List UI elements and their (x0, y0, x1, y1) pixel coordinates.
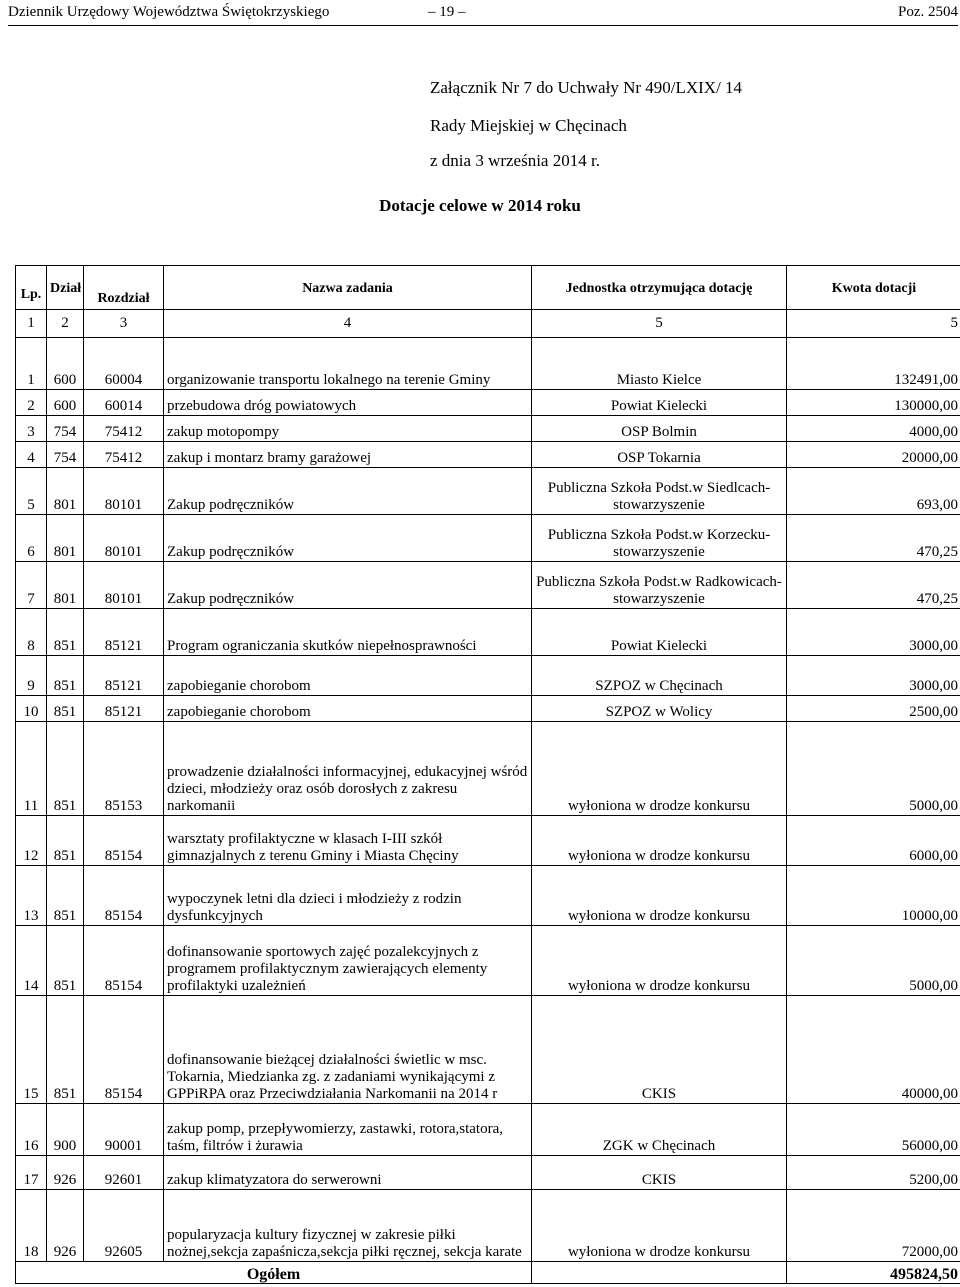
table-row (16, 442, 960, 468)
row-dzial-cell: 801 (47, 468, 84, 515)
row-jednostka-cell: OSP Bolmin (532, 416, 787, 442)
row-nazwa-cell: Program ograniczania skutków niepełnosprawności (164, 609, 532, 656)
row-nazwa-cell: zakup i montarz bramy garażowej (164, 442, 532, 468)
row-dzial-cell: 926 (47, 1190, 84, 1262)
row-rozdzial-cell: 60004 (84, 338, 164, 390)
journal-header (8, 2, 958, 26)
row-rozdzial-cell: 85121 (84, 696, 164, 722)
table-row (16, 696, 960, 722)
table-row (16, 338, 960, 390)
number-cell: 1 (16, 310, 47, 338)
row-kwota-cell: 4000,00 (787, 416, 960, 442)
row-rozdzial-cell: 80101 (84, 468, 164, 515)
row-dzial-cell: 754 (47, 442, 84, 468)
table-row (16, 468, 960, 515)
header-rozdzial: Rozdział (84, 266, 164, 310)
row-kwota-cell: 10000,00 (787, 866, 960, 926)
row-dzial-cell: 851 (47, 866, 84, 926)
row-dzial-cell: 900 (47, 1104, 84, 1156)
row-lp-cell: 1 (16, 338, 47, 390)
annex-line-2: Rady Miejskiej w Chęcinach (430, 116, 627, 135)
row-jednostka-cell: wyłoniona w drodze konkursu (532, 816, 787, 866)
row-rozdzial-cell: 92605 (84, 1190, 164, 1262)
header-nazwa: Nazwa zadania (164, 266, 532, 310)
row-rozdzial-cell: 85121 (84, 609, 164, 656)
row-lp-cell: 10 (16, 696, 47, 722)
row-lp-cell: 2 (16, 390, 47, 416)
row-jednostka-cell: Miasto Kielce (532, 338, 787, 390)
row-nazwa-cell: Zakup podręczników (164, 468, 532, 515)
row-lp-cell: 11 (16, 722, 47, 816)
table-row (16, 656, 960, 696)
header-rule (8, 25, 958, 26)
row-nazwa-cell: zakup motopompy (164, 416, 532, 442)
row-nazwa-cell: prowadzenie działalności informacyjnej, edukacyjnej wśród dzieci, młodzieży oraz osób dorosłych z zakresu narkomanii (164, 722, 532, 816)
row-lp-cell: 12 (16, 816, 47, 866)
row-lp-cell: 4 (16, 442, 47, 468)
document-title: Dotacje celowe w 2014 roku (379, 196, 581, 215)
row-kwota-cell: 20000,00 (787, 442, 960, 468)
row-dzial-cell: 801 (47, 562, 84, 609)
row-nazwa-cell: Zakup podręczników (164, 515, 532, 562)
row-jednostka-cell: wyłoniona w drodze konkursu (532, 926, 787, 996)
row-rozdzial-cell: 85154 (84, 816, 164, 866)
row-jednostka-cell: wyłoniona w drodze konkursu (532, 1190, 787, 1262)
row-kwota-cell: 693,00 (787, 468, 960, 515)
row-rozdzial-cell: 85154 (84, 996, 164, 1104)
row-jednostka-cell: OSP Tokarnia (532, 442, 787, 468)
row-rozdzial-cell: 60014 (84, 390, 164, 416)
row-lp-cell: 13 (16, 866, 47, 926)
annex-line-1: Załącznik Nr 7 do Uchwały Nr 490/LXIX/ 14 (430, 78, 743, 97)
row-rozdzial-cell: 85154 (84, 926, 164, 996)
row-lp-cell: 6 (16, 515, 47, 562)
number-cell: 5 (532, 310, 787, 338)
row-kwota-cell: 56000,00 (787, 1104, 960, 1156)
row-rozdzial-cell: 85153 (84, 722, 164, 816)
row-lp-cell: 7 (16, 562, 47, 609)
row-dzial-cell: 851 (47, 609, 84, 656)
number-cell: 2 (47, 310, 84, 338)
row-dzial-cell: 851 (47, 722, 84, 816)
header-jednostka: Jednostka otrzymująca dotację (532, 266, 787, 310)
row-dzial-cell: 926 (47, 1156, 84, 1190)
row-dzial-cell: 851 (47, 996, 84, 1104)
table-row (16, 722, 960, 816)
row-rozdzial-cell: 75412 (84, 442, 164, 468)
row-nazwa-cell: dofinansowanie sportowych zajęć pozalekcyjnych z programem profilaktycznym zawierających elementy profilaktyki uzależnień (164, 926, 532, 996)
row-jednostka-cell: Publiczna Szkoła Podst.w Siedlcach-stowarzyszenie (532, 468, 787, 515)
table-row (16, 1190, 960, 1262)
row-jednostka-cell: wyłoniona w drodze konkursu (532, 866, 787, 926)
row-jednostka-cell: Publiczna Szkoła Podst.w Korzecku-stowarzyszenie (532, 515, 787, 562)
row-nazwa-cell: zapobieganie chorobom (164, 656, 532, 696)
table-row (16, 609, 960, 656)
row-nazwa-cell: organizowanie transportu lokalnego na terenie Gminy (164, 338, 532, 390)
table-row (16, 926, 960, 996)
row-lp-cell: 18 (16, 1190, 47, 1262)
row-kwota-cell: 3000,00 (787, 609, 960, 656)
row-lp-cell: 16 (16, 1104, 47, 1156)
header-kwota: Kwota dotacji (787, 266, 960, 310)
row-lp-cell: 9 (16, 656, 47, 696)
table-row (16, 996, 960, 1104)
row-kwota-cell: 40000,00 (787, 996, 960, 1104)
row-nazwa-cell: Zakup podręczników (164, 562, 532, 609)
row-lp-cell: 3 (16, 416, 47, 442)
row-rozdzial-cell: 85154 (84, 866, 164, 926)
number-cell: 3 (84, 310, 164, 338)
row-jednostka-cell: CKIS (532, 996, 787, 1104)
row-kwota-cell: 2500,00 (787, 696, 960, 722)
row-nazwa-cell: zakup pomp, przepływomierzy, zastawki, rotora,statora, taśm, filtrów i żurawia (164, 1104, 532, 1156)
row-dzial-cell: 851 (47, 816, 84, 866)
table-row (16, 416, 960, 442)
row-lp-cell: 5 (16, 468, 47, 515)
row-kwota-cell: 470,25 (787, 562, 960, 609)
position-number: Poz. 2504 (898, 4, 958, 20)
row-nazwa-cell: popularyzacja kultury fizycznej w zakresie piłki nożnej,sekcja zapaśnicza,sekcja piłki ręcznej, sekcja karate (164, 1190, 532, 1262)
table-row (16, 816, 960, 866)
subsidies-table (15, 265, 960, 1284)
header-row (16, 266, 960, 310)
row-jednostka-cell: Powiat Kielecki (532, 390, 787, 416)
row-kwota-cell: 5000,00 (787, 722, 960, 816)
total-row (16, 1262, 960, 1284)
number-cell: 4 (164, 310, 532, 338)
row-kwota-cell: 5200,00 (787, 1156, 960, 1190)
row-dzial-cell: 851 (47, 926, 84, 996)
total-value: 495824,50 (787, 1262, 960, 1284)
table-row (16, 515, 960, 562)
row-nazwa-cell: przebudowa dróg powiatowych (164, 390, 532, 416)
row-rozdzial-cell: 80101 (84, 515, 164, 562)
table-row (16, 866, 960, 926)
row-rozdzial-cell: 80101 (84, 562, 164, 609)
header-dzial: Dział (47, 266, 84, 310)
row-jednostka-cell: SZPOZ w Chęcinach (532, 656, 787, 696)
row-lp-cell: 15 (16, 996, 47, 1104)
row-nazwa-cell: zapobieganie chorobom (164, 696, 532, 722)
row-dzial-cell: 851 (47, 696, 84, 722)
row-kwota-cell: 72000,00 (787, 1190, 960, 1262)
table-row (16, 1104, 960, 1156)
table-row (16, 562, 960, 609)
annex-line-3: z dnia 3 września 2014 r. (430, 151, 600, 170)
row-dzial-cell: 754 (47, 416, 84, 442)
total-label: Ogółem (16, 1262, 532, 1284)
row-kwota-cell: 130000,00 (787, 390, 960, 416)
row-dzial-cell: 600 (47, 338, 84, 390)
table-row (16, 390, 960, 416)
row-kwota-cell: 132491,00 (787, 338, 960, 390)
row-dzial-cell: 600 (47, 390, 84, 416)
row-kwota-cell: 5000,00 (787, 926, 960, 996)
row-kwota-cell: 3000,00 (787, 656, 960, 696)
row-lp-cell: 14 (16, 926, 47, 996)
row-nazwa-cell: zakup klimatyzatora do serwerowni (164, 1156, 532, 1190)
row-jednostka-cell: SZPOZ w Wolicy (532, 696, 787, 722)
row-nazwa-cell: dofinansowanie bieżącej działalności świetlic w msc. Tokarnia, Miedzianka zg. z zadaniami wynikającymi z GPPiRPA oraz Przeciwdziałania Narkomanii na 2014 r (164, 996, 532, 1104)
journal-title: Dziennik Urzędowy Województwa Świętokrzyskiego (8, 4, 330, 20)
row-rozdzial-cell: 92601 (84, 1156, 164, 1190)
number-cell: 5 (787, 310, 960, 338)
row-rozdzial-cell: 85121 (84, 656, 164, 696)
table-row (16, 1156, 960, 1190)
row-jednostka-cell: Publiczna Szkoła Podst.w Radkowicach-stowarzyszenie (532, 562, 787, 609)
row-nazwa-cell: wypoczynek letni dla dzieci i młodzieży z rodzin dysfunkcyjnych (164, 866, 532, 926)
row-lp-cell: 17 (16, 1156, 47, 1190)
row-nazwa-cell: warsztaty profilaktyczne w klasach I-III szkół gimnazjalnych z terenu Gminy i Miasta Chęciny (164, 816, 532, 866)
row-jednostka-cell: CKIS (532, 1156, 787, 1190)
row-jednostka-cell: Powiat Kielecki (532, 609, 787, 656)
row-kwota-cell: 470,25 (787, 515, 960, 562)
row-jednostka-cell: wyłoniona w drodze konkursu (532, 722, 787, 816)
row-rozdzial-cell: 90001 (84, 1104, 164, 1156)
header-lp: Lp. (16, 266, 47, 310)
page-number: – 19 – (428, 4, 466, 20)
row-dzial-cell: 801 (47, 515, 84, 562)
row-jednostka-cell: ZGK w Chęcinach (532, 1104, 787, 1156)
row-kwota-cell: 6000,00 (787, 816, 960, 866)
row-rozdzial-cell: 75412 (84, 416, 164, 442)
numbering-row (16, 310, 960, 338)
row-dzial-cell: 851 (47, 656, 84, 696)
row-lp-cell: 8 (16, 609, 47, 656)
